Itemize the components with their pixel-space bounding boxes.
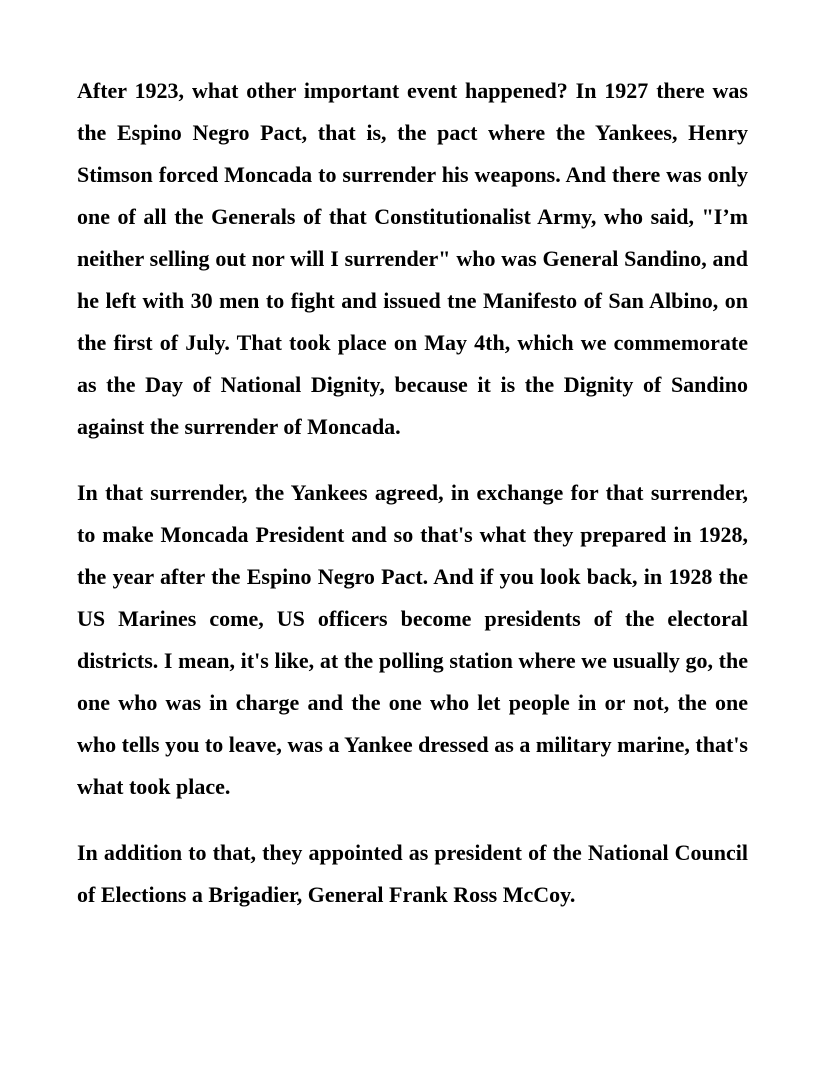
paragraph-2: In that surrender, the Yankees agreed, in exchange for that surrender, to make Moncada President and so that's what they prepared in 1928, the year after the Espino Negro Pact. And if you look back, in 1928 the US Marines come, US officers become presidents of the electoral districts. I mean, it's like, at the polling station where we usually go, the one who was in charge and the one who let people in or not, the one who tells you to leave, was a Yankee dressed as a military marine, that's what took place. (77, 480, 748, 799)
paragraph-1: After 1923, what other important event happened? In 1927 there was the Espino Negro Pact, that is, the pact where the Yankees, Henry Stimson forced Moncada to surrender his weapons. And there was only one of all the Generals of that Constitutionalist Army, who said, "I’m neither selling out nor will I surrender" who was General Sandino, and he left with 30 men to fight and issued tne Manifesto of San Albino, on the first of July. That took place on May 4th, which we commemorate as the Day of National Dignity, because it is the Dignity of Sandino against the surrender of Moncada. (77, 78, 748, 439)
paragraph-3: In addition to that, they appointed as president of the National Council of Elections a Brigadier, General Frank Ross McCoy. (77, 840, 748, 907)
document-page (77, 70, 748, 940)
